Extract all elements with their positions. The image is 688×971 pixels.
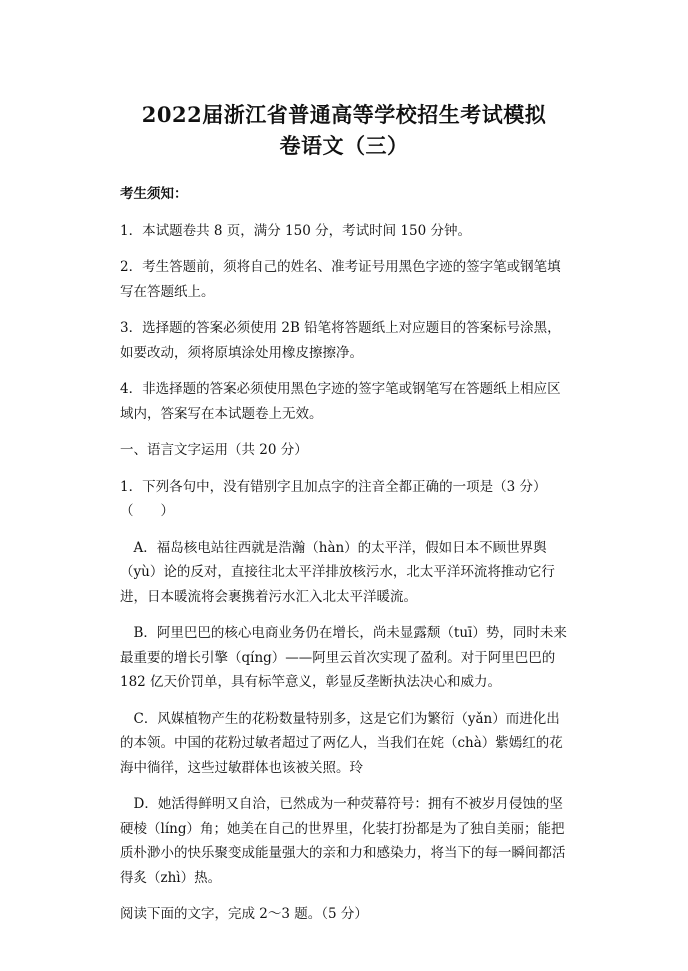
section-heading: 一、语言文字运用（共 20 分） (120, 442, 308, 458)
option-a: A．福岛核电站往西就是浩瀚（hàn）的太平洋，假如日本不顾世界舆（yù）论的反对，直接往北太平洋排放核污水，北太平洋环流将推动它行进，日本暖流将会裹携着污水汇入北太平洋暖流。 (120, 539, 555, 605)
reading-instruction: 阅读下面的文字，完成 2～3 题。（5 分） (120, 906, 368, 922)
notice-item-1: 1．本试题卷共 8 页，满分 150 分，考试时间 150 分钟。 (120, 222, 471, 239)
exam-content (120, 182, 572, 939)
option-c: C．风媒植物产生的花粉数量特别多，这是它们为繁衍（yǎn）而进化出的本领。中国的花粉过敏者超过了两亿人，当我们在姹（chà）紫嫣红的花海中徜徉，这些过敏群体也该被关照。玲 (120, 710, 563, 776)
notice-heading: 考生须知： (120, 186, 188, 202)
question-stem: 1．下列各句中，没有错别字且加点字的注音全都正确的一项是（3 分）（ ） (120, 478, 547, 519)
exam-title: 2022届浙江省普通高等学校招生考试模拟 (141, 102, 547, 127)
notice-item-2: 2．考生答题前，须将自己的姓名、准考证号用黑色字迹的签字笔或钢笔填写在答题纸上。 (120, 259, 561, 300)
exam-subtitle: 卷语文（三） (279, 133, 409, 158)
option-b: B．阿里巴巴的核心电商业务仍在增长，尚未显露颓（tuī）势，同时未来最重要的增长引擎（qíng）——阿里云首次实现了盈利。对于阿里巴巴的 182 亿天价罚单，具有标竿意义，彰显反垄断执法决心和威力。 (120, 625, 567, 690)
option-d: D．她活得鲜明又自洽，已然成为一种荧幕符号：拥有不被岁月侵蚀的坚硬棱（líng）角；她美在自己的世界里，化装打扮都是为了独自美丽；能把质朴渺小的快乐聚变成能量强大的亲和力和感染力，将当下的每一瞬间都活得炙（zhì）热。 (120, 796, 566, 886)
notice-item-4: 4．非选择题的答案必须使用黑色字迹的签字笔或钢笔写在答题纸上相应区域内，答案写在本试题卷上无效。 (120, 381, 561, 422)
notice-item-3: 3．选择题的答案必须使用 2B 铅笔将答题纸上对应题目的答案标号涂黑，如要改动，须将原填涂处用橡皮擦擦净。 (120, 320, 561, 361)
